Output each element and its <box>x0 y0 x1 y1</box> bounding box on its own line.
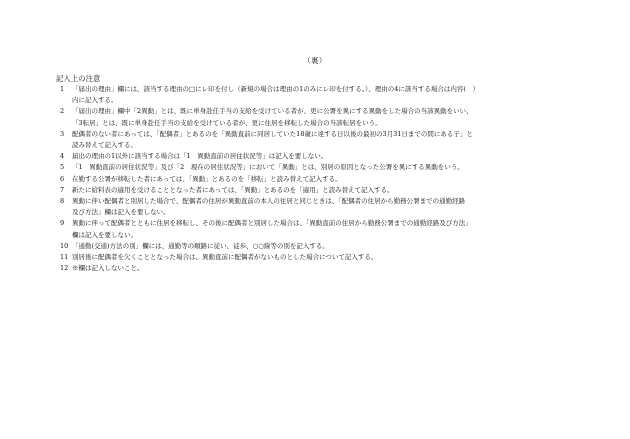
note-number: 6 <box>60 174 65 183</box>
note-number: 9 <box>60 219 65 228</box>
note-text-line: 欄は記入を要しない。 <box>72 230 137 239</box>
note-text-line: 新たに給料表の適用を受けることとなった者にあっては、「異動」とあるのを「適用」と読み替えて記入する。 <box>72 185 394 194</box>
note-item <box>60 162 580 173</box>
note-number: 3 <box>60 129 65 138</box>
note-item <box>60 263 580 274</box>
note-text-line: 「届出の理由」欄中「2異動」とは、既に単身赴任手当の支給を受けている者が、更に公署を異にする異動をした場合の当該異動をいい、 <box>72 107 473 116</box>
note-text-line: 内に記入する。 <box>72 96 118 105</box>
note-number: 11 <box>60 253 69 262</box>
note-text-line: 異動に伴って配偶者とともに住居を移転し、その後に配偶者と別居した場合は、「異動直前の住居から勤務公署までの通勤経路及び方法」 <box>72 219 472 228</box>
note-item <box>60 241 580 252</box>
note-text-line: 「届出の理由」欄には、該当する理由の□にレ印を付し（新規の場合は理由の1のみにレ印を付する。）、理由の4に該当する場合は内容( ） <box>72 85 479 93</box>
note-text-line: 及び方法」欄は記入を要しない。 <box>72 208 170 217</box>
note-text-line: 「通勤(交通)方法の別」欄には、通勤等の順路に従い、徒歩、○○線等の別を記入する。 <box>72 241 329 250</box>
note-text-line: 「3転居」とは、既に単身赴任手当の支給を受けている者が、更に住居を移転した場合の当該転居をいう。 <box>72 118 382 127</box>
note-text-line: 別居後に配偶者を欠くこととなった場合は、異動直前に配偶者がないものとした場合について記入する。 <box>72 253 378 262</box>
note-text-line: 異動に伴い配偶者と別居した場合で、配偶者の住居が異動直前の本人の住居と同じときは、「配偶者の住居から勤務公署までの通勤経路 <box>72 197 466 206</box>
note-text-line: ※欄は記入しないこと。 <box>72 264 144 273</box>
note-number: 10 <box>60 241 69 250</box>
back-side-label: （裏） <box>303 56 327 65</box>
note-number: 5 <box>60 163 65 172</box>
notes-list <box>60 84 580 274</box>
note-number: 1 <box>60 85 65 93</box>
note-item <box>60 252 580 263</box>
note-item <box>60 151 580 162</box>
note-item <box>60 196 580 218</box>
note-number: 7 <box>60 185 65 194</box>
note-text-line: 在勤する公署が移転した者にあっては、「異動」とあるのを「移転」と読み替えて記入する。 <box>72 174 342 183</box>
note-item <box>60 129 580 151</box>
note-text-line: 届出の理由の1以外に該当する場合は「1 異動直前の居住状況等」は記入を要しない。 <box>72 152 328 161</box>
note-item <box>60 84 580 106</box>
note-number: 2 <box>60 107 65 116</box>
note-item <box>60 106 580 128</box>
note-text-line: 読み替えて記入する。 <box>72 141 137 150</box>
note-item <box>60 218 580 240</box>
note-text-line: 「1 異動直前の居住状況等」及び「2 現在の居住状況等」において「異動」とは、別居の原因となった公署を異にする異動をいう。 <box>72 163 464 172</box>
note-text-line: 配偶者のない者にあっては、「配偶者」とあるのを「異動直前に同居していた18歳に達する日以後の最初の3月31日までの間にある子」と <box>72 129 473 138</box>
note-number: 4 <box>60 152 65 161</box>
note-number: 12 <box>60 264 69 273</box>
note-number: 8 <box>60 197 65 206</box>
note-item <box>60 185 580 196</box>
note-item <box>60 174 580 185</box>
section-title: 記入上の注意 <box>56 74 101 83</box>
